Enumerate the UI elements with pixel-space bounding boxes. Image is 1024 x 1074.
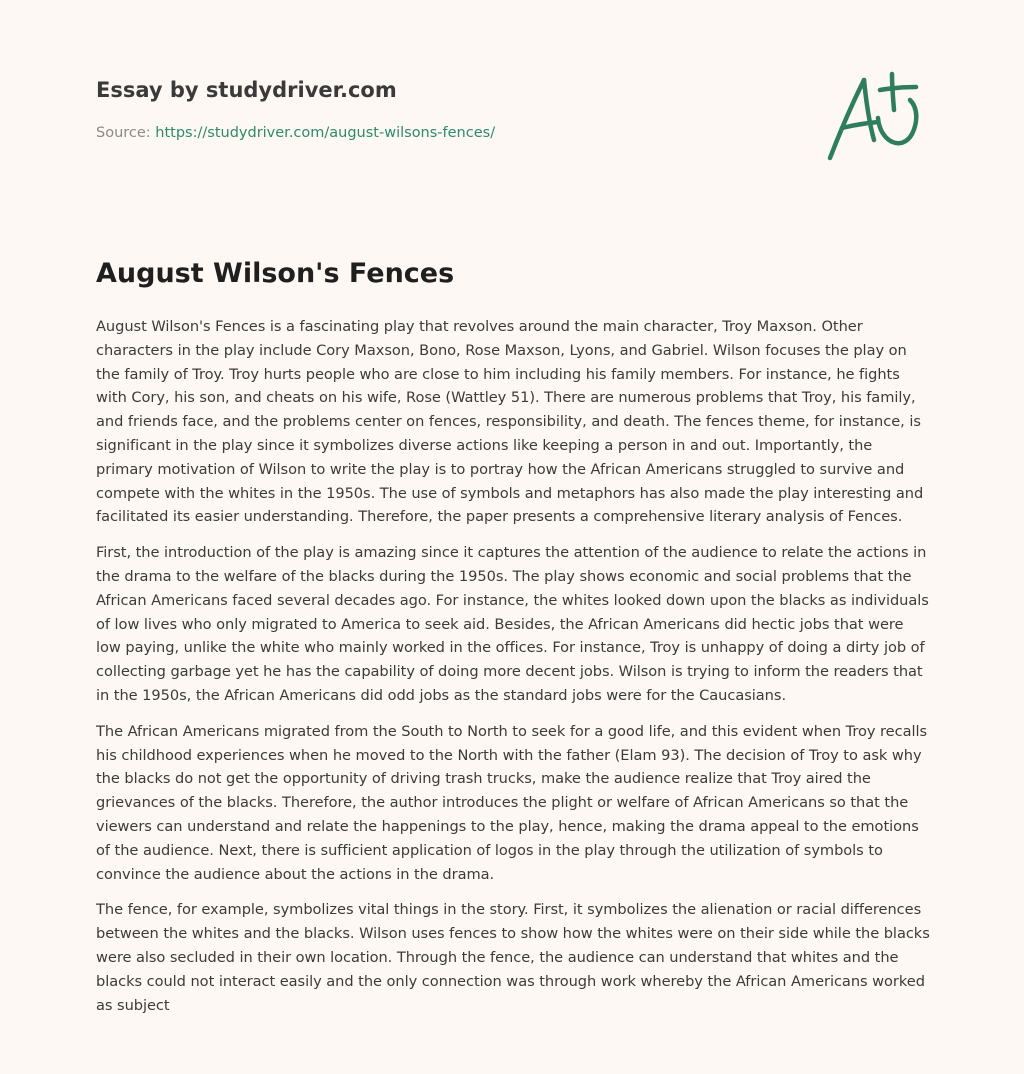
essay-paragraph: First, the introduction of the play is amazing since it captures the attention of the audience to relate the actions in the drama to the welfare of the blacks during the 1950s. The play shows economic and social problems that the African Americans faced several decades ago. For instance, the whites looked down upon the blacks as individuals of low lives who only migrated to America to seek aid. Besides, the African Americans did hectic jobs that were low paying, unlike the white who mainly worked in the offices. For instance, Troy is unhappy of doing a dirty job of collecting garbage yet he has the capability of doing more decent jobs. Wilson is trying to inform the readers that in the 1950s, the African Americans did odd jobs as the standard jobs were for the Caucasians. [96, 544, 929, 704]
a-plus-logo [822, 70, 926, 164]
site-brand: Essay by studydriver.com [96, 78, 397, 102]
essay-paragraph: The fence, for example, symbolizes vital things in the story. First, it symbolizes the alienation or racial differences between the whites and the blacks. Wilson uses fences to show how the whites were on their side while the blacks were also secluded in their own location. Through the fence, the audience can understand that whites and the blacks could not interact easily and the only connection was through work whereby the African Americans worked as subject [96, 901, 930, 1014]
source-label: Source: [96, 125, 156, 141]
essay-paragraph: August Wilson's Fences is a fascinating play that revolves around the main character, Troy Maxson. Other characters in the play include Cory Maxson, Bono, Rose Maxson, Lyons, and Gabriel. Wilson focuses the play on the family of Troy. Troy hurts people who are close to him including his family members. For instance, he fights with Cory, his son, and cheats on his wife, Rose (Wattley 51). There are numerous problems that Troy, his family, and friends face, and the problems center on fences, responsibility, and death. The fences theme, for instance, is significant in the play since it symbolizes diverse actions like keeping a person in and out. Importantly, the primary motivation of Wilson to write the play is to portray how the African Americans struggled to survive and compete with the whites in the 1950s. The use of symbols and metaphors has also made the play interesting and facilitated its easier understanding. Therefore, the paper presents a comprehensive literary analysis of Fences. [96, 318, 924, 526]
essay-body [96, 315, 932, 1029]
page-header [96, 77, 696, 143]
essay-title: August Wilson's Fences [96, 258, 455, 289]
source-line [96, 123, 696, 143]
a-plus-logo-icon [822, 70, 926, 164]
source-link[interactable]: https://studydriver.com/august-wilsons-fences/ [155, 125, 496, 141]
essay-paragraph: The African Americans migrated from the South to North to seek for a good life, and this evident when Troy recalls his childhood experiences when he moved to the North with the father (Elam 93). The decision of Troy to ask why the blacks do not get the opportunity of driving trash trucks, make the audience realize that Troy aired the grievances of the blacks. Therefore, the author introduces the plight or welfare of African Americans so that the viewers can understand and relate the happenings to the play, hence, making the drama appeal to the emotions of the audience. Next, there is sufficient application of logos in the play through the utilization of symbols to convince the audience about the actions in the drama. [96, 722, 928, 883]
